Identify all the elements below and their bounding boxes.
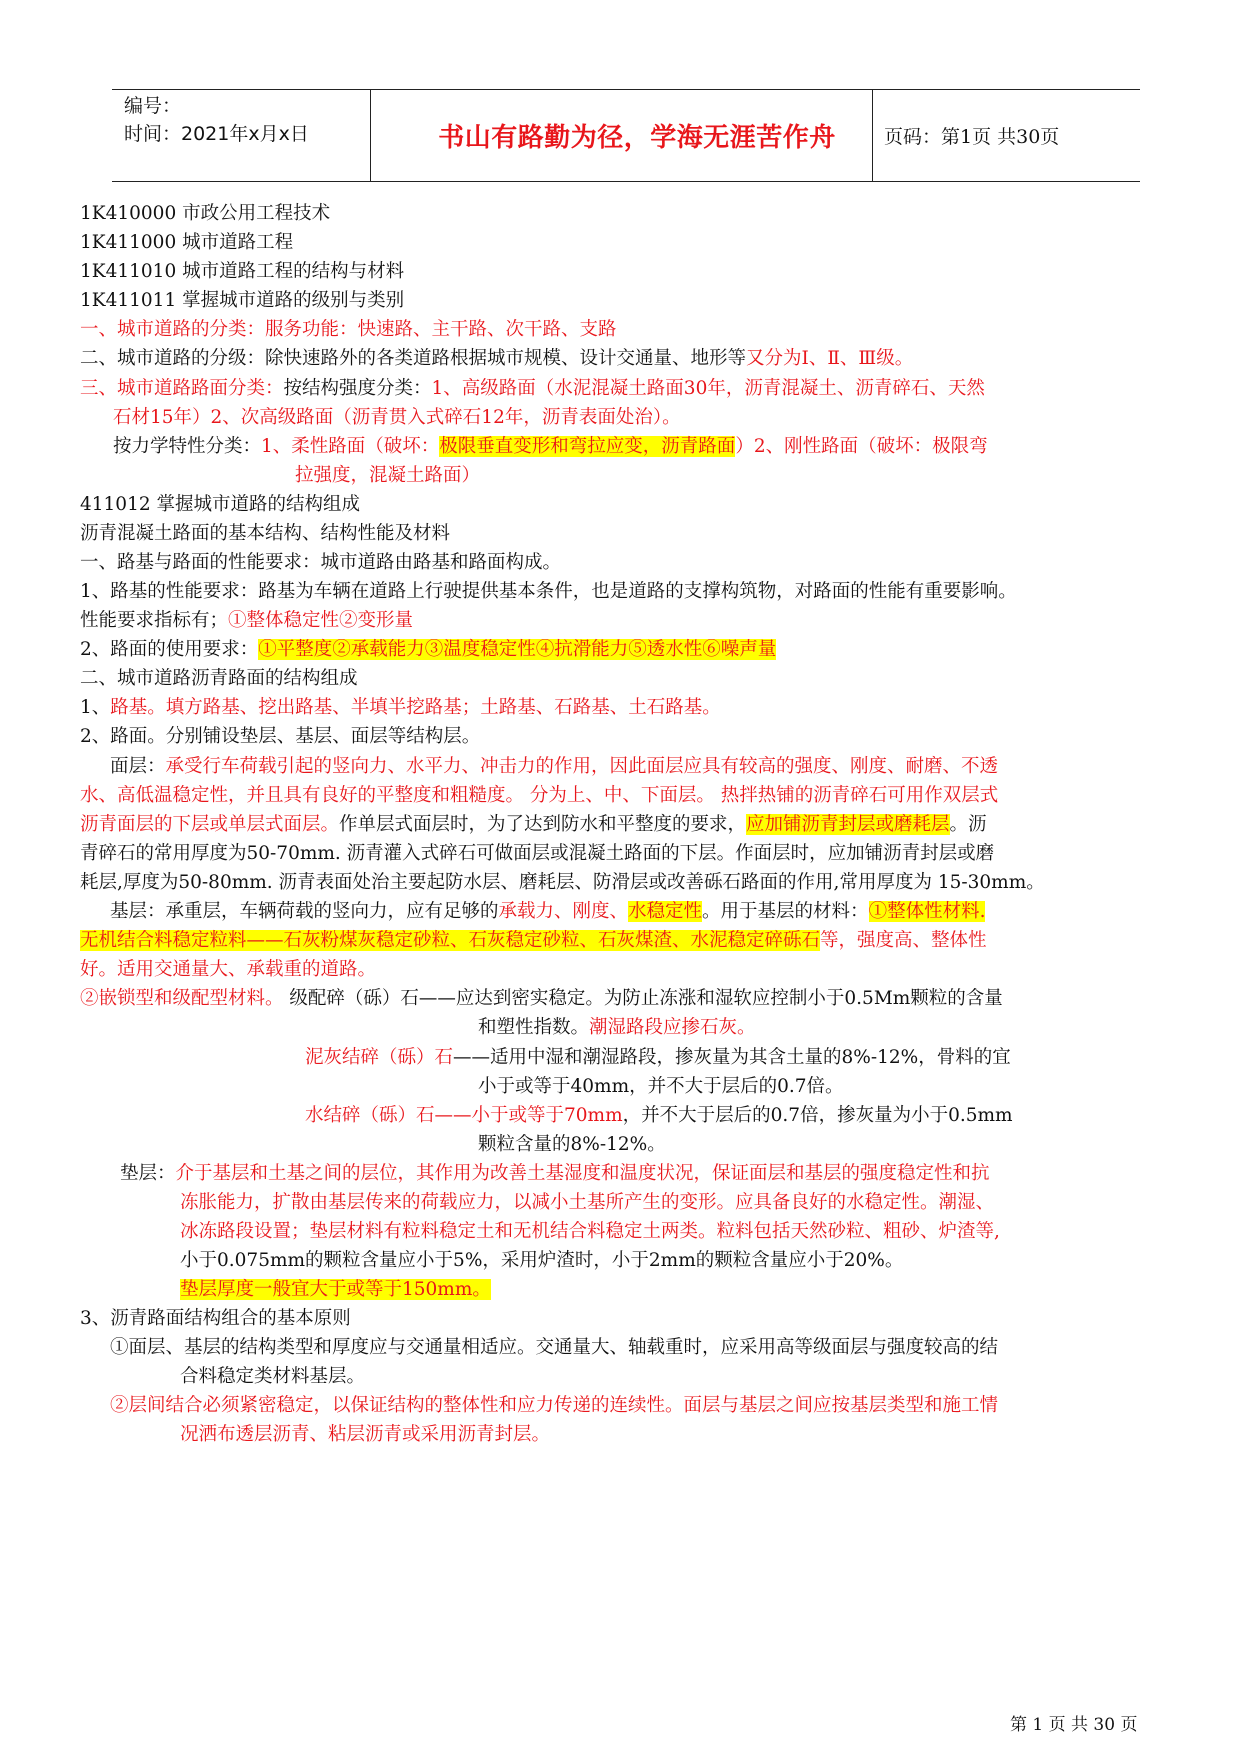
text-line [80, 929, 987, 953]
text-segment: 石材15年）2、次高级路面（沥青贯入式碎石12年，沥青表面处治）。 [113, 407, 681, 428]
text-segment: 冻胀能力，扩散由基层传来的荷载应力，以减小土基所产生的变形。应具备良好的水稳定性。潮湿、 [180, 1192, 995, 1213]
text-line [80, 784, 998, 808]
text-segment: 1、 [80, 697, 111, 718]
text-line [80, 347, 913, 371]
text-segment: 按结构强度分类： [283, 378, 432, 399]
text-segment: 作单层式面层时，为了达到防水和平整度的要求， [339, 814, 747, 835]
text-segment: 沥青面层的下层或单层式面层。 [80, 814, 340, 835]
text-line [80, 638, 776, 662]
text-line [80, 260, 404, 284]
text-segment: 好。适用交通量大、承载重的道路。 [80, 959, 377, 980]
text-line [80, 609, 413, 633]
text-segment: 1K411011 掌握城市道路的级别与类别 [80, 290, 405, 311]
highlighted-text: ①整体性材料. [868, 901, 986, 922]
text-segment: 1K411010 城市道路工程的结构与材料 [80, 261, 405, 282]
text-line [80, 987, 1003, 1011]
text-segment: 基层：承重层，车辆荷载的竖向力，应有足够的 [110, 901, 499, 922]
highlighted-text: ①平整度②承载能力③温度稳定性④抗滑能力⑤透水性⑥噪声量 [258, 639, 777, 660]
text-line [80, 231, 293, 255]
text-segment: ①整体稳定性②变形量 [228, 610, 414, 631]
text-segment: 。用于基层的材料： [702, 901, 869, 922]
text-segment: 泥灰结碎（砾）石 [305, 1047, 454, 1068]
text-line [80, 667, 358, 691]
text-line [80, 318, 617, 342]
text-segment: 等，强度高、整体性 [820, 930, 987, 951]
text-segment: 小于或等于70mm [471, 1105, 623, 1126]
text-line [305, 1104, 1013, 1128]
text-segment: 耗层,厚度为50-80mm. 沥青表面处治主要起防水层、磨耗层、防滑层或改善砾石路面的作用,常用厚度为 15-30mm。 [80, 872, 1045, 893]
text-segment: 。沥 [949, 814, 987, 835]
text-line [478, 1075, 844, 1099]
text-segment: 级配碎（砾）石——应达到密实稳定。为防止冻涨和湿软应控制小于0.5Mm颗粒的含量 [283, 988, 1003, 1009]
text-segment: 冰冻路段设置；垫层材料有粒料稳定土和无机结合料稳定土两类。粒料包括天然砂粒、粗砂、炉渣等, [180, 1221, 1000, 1242]
text-segment: 沥青混凝土路面的基本结构、结构性能及材料 [80, 523, 451, 544]
text-line [80, 551, 561, 575]
text-line [80, 958, 376, 982]
text-segment: 二、城市道路沥青路面的结构组成 [80, 668, 358, 689]
text-segment: 拉强度，混凝土路面） [295, 465, 481, 486]
text-segment: 2、路面的使用要求： [80, 639, 259, 660]
highlighted-text: 应加铺沥青封层或磨耗层 [746, 814, 950, 835]
text-line [180, 1278, 491, 1302]
text-line [80, 696, 721, 720]
text-line [478, 1133, 666, 1157]
text-line [180, 1191, 994, 1215]
text-line [80, 842, 994, 866]
text-line [180, 1220, 1000, 1244]
text-segment: 411012 掌握城市道路的结构组成 [80, 494, 361, 515]
text-segment: 小于或等于40mm，并不大于层后的0.7倍。 [478, 1076, 844, 1097]
text-segment: 介于基层和土基之间的层位，其作用为改善土基湿度和温度状况，保证面层和基层的强度稳定性和抗 [175, 1163, 990, 1184]
text-segment: 和塑性指数。 [478, 1017, 590, 1038]
text-line [110, 1394, 998, 1418]
text-line [110, 900, 985, 924]
text-segment: 颗粒含量的8%-12%。 [478, 1134, 666, 1155]
header-divider [370, 90, 371, 181]
text-line [80, 522, 450, 546]
header-meta [124, 92, 309, 148]
text-line [120, 1162, 990, 1186]
text-segment: 路基。填方路基、挖出路基、半填半挖路基；土路基、石路基、土石路基。 [110, 697, 721, 718]
text-segment: 二、城市道路的分级：除快速路外的各类道路根据城市规模、设计交通量、地形等 [80, 348, 747, 369]
text-segment: 小于0.075mm的颗粒含量应小于5%，采用炉渣时，小于2mm的颗粒含量应小于20%。 [180, 1250, 904, 1271]
text-segment: 1、高级路面（水泥混凝土路面30年，沥青混凝土、沥青碎石、天然 [431, 378, 985, 399]
text-line [80, 725, 480, 749]
text-segment: 1、路基的性能要求：路基为车辆在道路上行驶提供基本条件，也是道路的支撑构筑物，对路面的性能有重要影响。 [80, 581, 1017, 602]
text-segment: 一、路基与路面的性能要求：城市道路由路基和路面构成。 [80, 552, 562, 573]
text-line [113, 406, 681, 430]
text-line [180, 1249, 903, 1273]
text-line [80, 871, 1045, 895]
highlighted-text: 垫层厚度一般宜大于或等于150mm。 [180, 1279, 491, 1300]
text-segment: ——适用中湿和潮湿路段，掺灰量为其含土量的8%-12%，骨料的宜 [453, 1047, 1011, 1068]
text-segment: 性能要求指标有； [80, 610, 229, 631]
text-line [80, 1307, 351, 1331]
text-segment: 一、城市道路的分类：服务功能：快速路、主干路、次干路、支路 [80, 319, 617, 340]
page-footer: 第 1 页 共 30 页 [1010, 1715, 1138, 1735]
text-line [80, 580, 1017, 604]
text-line [80, 289, 404, 313]
document-number-label: 编号： [124, 95, 182, 117]
text-segment: 潮湿路段应掺石灰。 [589, 1017, 756, 1038]
text-segment: 1、柔性路面（破坏： [261, 436, 440, 457]
text-line [80, 202, 330, 226]
highlighted-text: 无机结合料稳定粒料——石灰粉煤灰稳定砂粒、石灰稳定砂粒、石灰煤渣、水泥稳定碎砾石 [80, 930, 821, 951]
text-segment: 垫层： [120, 1163, 176, 1184]
text-line [80, 377, 985, 401]
text-segment: 三、城市道路路面分类： [80, 378, 284, 399]
header-page-number: 页码：第1页 共30页 [884, 126, 1060, 148]
text-line [113, 435, 988, 459]
document-time-label: 时间：2021年x月x日 [124, 123, 309, 145]
text-line [110, 1336, 998, 1360]
text-segment: 青碎石的常用厚度为50-70mm. 沥青灌入式碎石可做面层或混凝土路面的下层。作面层时，应加铺沥青封层或磨 [80, 843, 995, 864]
highlighted-text: 水稳定性 [628, 901, 703, 922]
text-line [80, 493, 360, 517]
text-line [478, 1016, 756, 1040]
text-segment: ②嵌锁型和级配型材料。 [80, 988, 284, 1009]
text-segment: 水结碎（砾）石—— [305, 1105, 472, 1126]
text-segment: ，并不大于层后的0.7倍，掺灰量为小于0.5mm [622, 1105, 1013, 1126]
text-segment: 面层： [110, 756, 166, 777]
text-segment: 水、高低温稳定性，并且具有良好的平整度和粗糙度。 分为上、中、下面层。 热拌热铺的沥青碎石可用作双层式 [80, 785, 999, 806]
text-line [295, 464, 480, 488]
text-line [180, 1423, 550, 1447]
text-segment: 又分为Ⅰ、Ⅱ、Ⅲ级。 [746, 348, 914, 369]
text-segment: ）2、刚性路面（破坏：极限弯 [735, 436, 988, 457]
header-table [112, 89, 1140, 182]
text-segment: 承载力、刚度、 [498, 901, 629, 922]
text-segment: ②层间结合必须紧密稳定，以保证结构的整体性和应力传递的连续性。面层与基层之间应按基层类型和施工情 [110, 1395, 999, 1416]
text-segment: 按力学特性分类： [113, 436, 262, 457]
text-line [180, 1365, 365, 1389]
text-segment: 2、路面。分别铺设垫层、基层、面层等结构层。 [80, 726, 481, 747]
text-segment: ①面层、基层的结构类型和厚度应与交通量相适应。交通量大、轴载重时，应采用高等级面层与强度较高的结 [110, 1337, 999, 1358]
text-segment: 3、沥青路面结构组合的基本原则 [80, 1308, 351, 1329]
text-line [305, 1046, 1011, 1070]
highlighted-text: 极限垂直变形和弯拉应变，沥青路面 [439, 436, 736, 457]
text-segment: 1K411000 城市道路工程 [80, 232, 294, 253]
text-segment: 合料稳定类材料基层。 [180, 1366, 366, 1387]
header-motto: 书山有路勤为径，学海无涯苦作舟 [438, 123, 836, 153]
text-segment: 1K410000 市政公用工程技术 [80, 203, 331, 224]
text-segment: 承受行车荷载引起的竖向力、水平力、冲击力的作用，因此面层应具有较高的强度、刚度、耐磨、不透 [165, 756, 999, 777]
text-line [80, 813, 987, 837]
text-segment: 况洒布透层沥青、粘层沥青或采用沥青封层。 [180, 1424, 551, 1445]
text-line [110, 755, 998, 779]
